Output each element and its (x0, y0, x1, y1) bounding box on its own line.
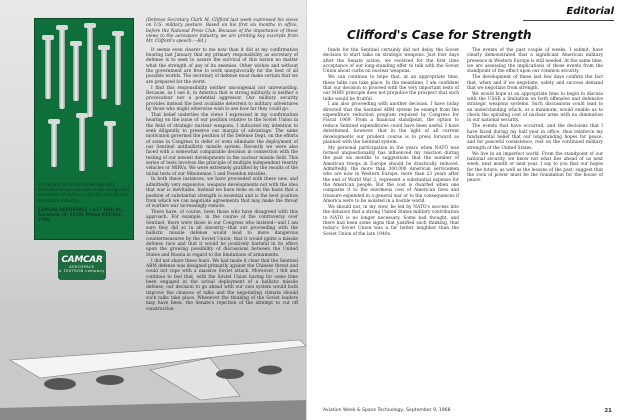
article-intro-note: (Defense Secretary Clark M. Clifford last week expressed his views on U.S. military posture. Based on his first six months in office, before the National Press Club. Because of the importance of these views to the aerospace industry, we are printing key excerpts from Mr. Clifford's speech.—Ed.) (146, 18, 298, 45)
ad-tagline: Combining technical knowledge with manufacturing know-how in the design and production of fasteners for the aircraft and aerospace industry. (38, 182, 130, 203)
editorial-paragraph: We live in an imperfect world. From the standpoint of our national security, we know not what lies ahead of us next week, next month or next year. I say to you that our hopes for the future, as well as the lessons of the past, suggest that the rock of power must be the foundation for the house of peace. (467, 151, 603, 184)
editorial-headline: Clifford's Case for Strength (347, 28, 532, 42)
right-page (306, 0, 620, 420)
engine-icon (96, 375, 124, 385)
camcar-logo (58, 250, 106, 280)
article-paragraph: That belief underlies the views I expressed in my confirmation hearing on the issue of our position relative to the Soviet Union in the field of strategic nuclear weapons. I indicated my intention to seek diligently to preserve our margin of advantage. The same motivation governed the position of the Defense Dept. on the efforts of some in Congress to defer or even eliminate the deployment of our Sentinel antiballistic missile system. Recently we were also faced with a somewhat comparable decision in connection with the testing of our newest developments in the nuclear missile field. This series of tests involves the principle of multiple independent reentry vehicles or MIRVs. We were extremely gratified by the results of the initial tests of our Minuteman 3 and Poseidon missiles. (146, 112, 298, 177)
bolt-image (45, 39, 51, 99)
left-page (0, 0, 306, 420)
bolt-image (73, 45, 79, 101)
section-rule (523, 20, 614, 21)
engine-icon (216, 369, 244, 379)
editorial-paragraph: The events that have occurred, and the decisions that I have faced during my half year in office, thus reinforce my fundamental belief that our longstanding hopes for peace, and for peaceful coexistence, rest on the continued military strength of the United States. (467, 124, 603, 151)
engine-icon (258, 366, 282, 375)
editorial-paragraph: funds for the Sentinel certainly did not delay the Soviet decision to start talks on strategic weapons. Just four days after the Senate action, we received for the first time acceptance of our long-standing offer to talk with the Soviet Union about curbs on nuclear weapons. (323, 48, 459, 75)
editorial-paragraph: We would hope at an appropriate time to begin to discuss with the USSR a limitation on both offensive and defensive strategic weapons systems. Such discussions could lead to an understanding which, at a minimum, would enable us to check the spiraling cost of nuclear arms with no diminution in our national security. (467, 91, 603, 124)
logo-sub: AEROSPACE (69, 265, 95, 269)
editorial-paragraph: I am also proceeding with another decision. I have today directed that the Sentinel ABM system be exempt from the expenditure reduction program required by Congress for Fiscal 1969. From a financial standpoint, the option to reduce Sentinel expenditures could have been useful. I have determined, however, that in the light of all current developments our prudent course is to press forward as planned with the Sentinel system. (323, 102, 459, 145)
article-paragraph: It seems even clearer to me now than it did at my confirmation hearing last January that my primary responsibility as secretary of defense is to seek to assure the survival of this nation no matter what the strength of any of its enemies. Other wishes and without the government are free to work unequivocally for the best of all possible worlds. The secretary of defense must make certain that we are prepared for the worst. (146, 47, 298, 85)
editorial-column-1 (323, 48, 459, 238)
bolt-image (79, 117, 85, 171)
article-paragraph: In both these instances, we have proceeded with these new, and admittedly very expensive, weapons developments not with the idea that war is inevitable. Instead we have done so on the basis that a position of substantial strength is essential and is the best position from which we can negotiate agreements that may make the threat of warfare war increasingly remote. (146, 177, 298, 210)
page-footer: Aviation Week & Space Technology, September 9, 1968 (323, 408, 451, 413)
article-paragraph: I did not share these fears. We had made it clear that the Sentinel ABM defense was designed primarily against the Chinese threat and could not cope with a massive Soviet attack. Moreover, I felt and continue to feel that, with the Soviet Union having for some time been engaged in the actual deployment of a ballistic missile defense, our decision to go ahead with our own system would both improve the chances of talks and the negotiating climate should such talks take place. Whenever the thinking of the Soviet leaders may have been, the Senate's rejection of the attempt to cut off construction (146, 258, 298, 312)
engine-icon (44, 378, 76, 390)
editorial-column-2 (467, 48, 603, 184)
bolt-image (115, 35, 121, 105)
page-number: 21 (604, 408, 612, 414)
ad-copy (38, 182, 130, 222)
bolt-image (51, 123, 57, 167)
bolt-image (101, 49, 107, 99)
editorial-paragraph: We can continue to hope that, at an appropriate time, these talks can take place. In the meantime, I am confident that our decision to proceed with the very important tests of our MIRV principle does not prejudice the prospect that such talks would be fruitful. (323, 75, 459, 102)
airliner-illustration (0, 300, 306, 420)
section-label: Editorial (566, 6, 614, 17)
bolt-image (107, 125, 113, 167)
article-column-left (146, 18, 298, 313)
logo-name: CAMCAR (61, 255, 103, 265)
editorial-paragraph: The development of these last few days confirm the fact that, when and if we negotiate, safety and success demand that we negotiate from strength. (467, 75, 603, 91)
bolt-image (59, 29, 65, 109)
bolt-image (87, 27, 93, 117)
article-paragraph: I find this responsibility neither uncongenial nor unrewarding. Because, as I see it, in America that is strong militarily is neither a provocateur nor a potential aggressor. Our military security provides instead the best available deterrent to military adventures by those who might otherwise wish to see how far they could go. (146, 85, 298, 112)
ad-address: CAMCAR AEROSPACE • 617 10th St., Rockford, Ill. 61101 Phone 815/963-7786 (38, 206, 124, 223)
editorial-paragraph: We should not, in my view, be led by NATO's success into the delusion that a strong United States military contribution to NATO is no longer necessary. Some bad thought, and there had been some signs that justified such thinking, that today's Soviet Union was a far better neighbor than the Soviet Union of the late 1940s. (323, 204, 459, 237)
editorial-paragraph: The events of the past couple of weeks, I submit, have clearly demonstrated that a significant American military presence in Western Europe is still needed. At the same time, we are assessing the implications of these events from the standpoint of the effect upon our common security. (467, 48, 603, 75)
logo-tagline: a TEXTRON company (59, 269, 105, 273)
editorial-paragraph: My personal participation in the years when NATO was formed unquestionably has influenced my reaction during the past six months to suggestions that the number of American troops in Europe should be drastically reduced. Admittedly, the more than 300,000 American servicemen who are now in Western Europe, more than 23 years after the end of World War 2, represent a substantial expense for the American people. But the cost is dwarfed when one compares it to the enormous cost of American lives and treasure expended in a general war or to the consequences if America were to be isolated in a hostile world. (323, 145, 459, 205)
article-paragraph: There have, of course, been those who have disagreed with this approach. For example, in the course of the controversy over Sentinel, there were those in our Congress who insisted—and I am sure they did so in all sincerity—that our proceeding with the ballistic missile defense would lead to more dangerous countermeasures by the Soviet Union; that it would ignite a missile defense race and that it would be positively harmful in its effect upon the growing possibility of discussions between the United States and Russia in regard to the limitations of armaments. (146, 210, 298, 258)
